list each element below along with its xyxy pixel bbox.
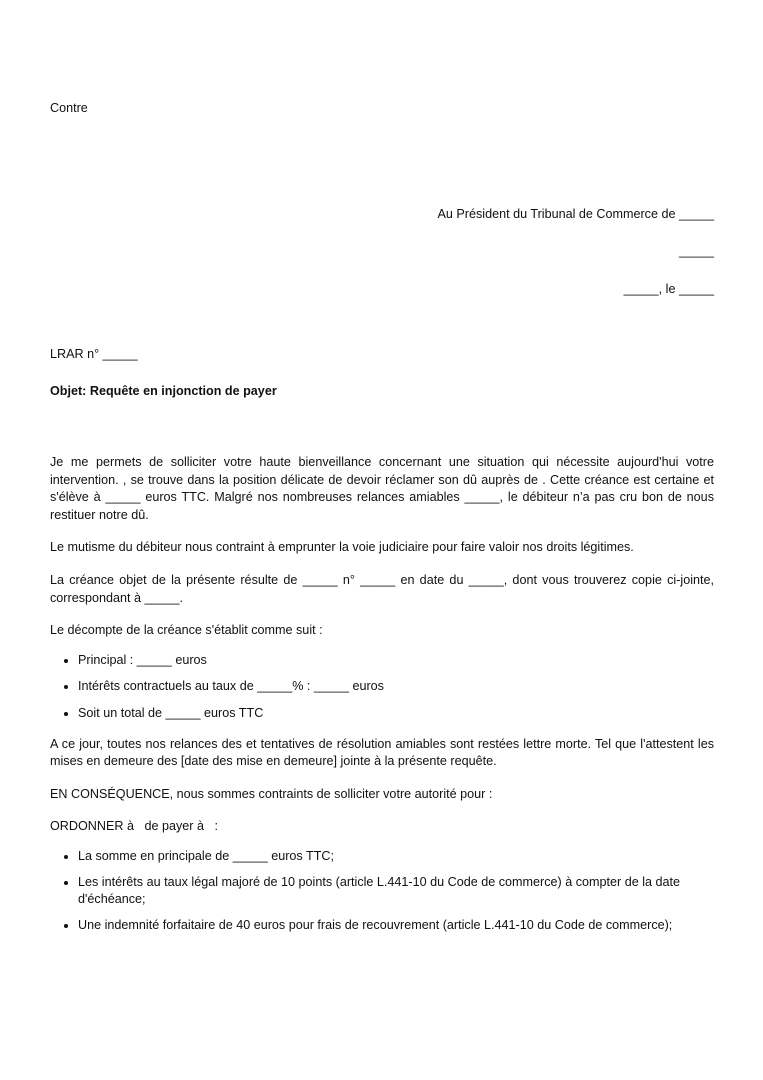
list-item: • La somme en principale de _____ euros TTC;	[78, 848, 714, 866]
letter-body	[50, 454, 714, 934]
paragraph-mutisme: Le mutisme du débiteur nous contraint à emprunter la voie judiciaire pour faire valoir nos droits légitimes.	[50, 540, 634, 555]
ordonner-list	[50, 848, 714, 934]
place-date-line: _____, le _____	[623, 282, 714, 296]
paragraph-decompte: Le décompte de la créance s'établit comme suit :	[50, 623, 323, 638]
list-item: • Une indemnité forfaitaire de 40 euros pour frais de recouvrement (article L.441-10 du Code de commerce);	[78, 917, 714, 935]
paragraph-consequence: EN CONSÉQUENCE, nous sommes contraints de solliciter votre autorité pour :	[50, 786, 493, 801]
decompte-list	[50, 652, 714, 723]
list-item: • Soit un total de _____ euros TTC	[78, 705, 714, 723]
list-item: • Les intérêts au taux légal majoré de 10 points (article L.441-10 du Code de commerce) à compter de la date d'échéance;	[78, 874, 714, 909]
letter-subject: Objet: Requête en injonction de payer	[50, 384, 277, 398]
paragraph-ordonner: ORDONNER à de payer à :	[50, 819, 218, 834]
paragraph-intro: Je me permets de solliciter votre haute bienveillance concernant une situation qui nécessite aujourd'hui votre intervention. , se trouve dans la position délicate de devoir réclamer son dû auprès de . Cette créance est certaine et s'élève à _____ euros TTC. Malgré nos nombreuses relances amiables _____, le débiteur n’a pas cru bon de nous restituer notre dû.	[50, 455, 714, 522]
lrar-reference: LRAR n° _____	[50, 347, 138, 361]
paragraph-relances: A ce jour, toutes nos relances des et tentatives de résolution amiables sont restées lettre morte. Tel que l'attestent les mises en demeure des [date des mise en demeure] jointe à la présente requête.	[50, 736, 714, 769]
paragraph-creance: La créance objet de la présente résulte de _____ n° _____ en date du _____, dont vous trouverez copie ci-jointe, correspondant à _____.	[50, 572, 714, 605]
list-item: • Principal : _____ euros	[78, 652, 714, 670]
address-blank-line: _____	[678, 244, 714, 258]
addressee-line: Au Président du Tribunal de Commerce de _____	[437, 207, 714, 221]
list-item: • Intérêts contractuels au taux de _____% : _____ euros	[78, 678, 714, 696]
contre-label: Contre	[50, 101, 88, 115]
